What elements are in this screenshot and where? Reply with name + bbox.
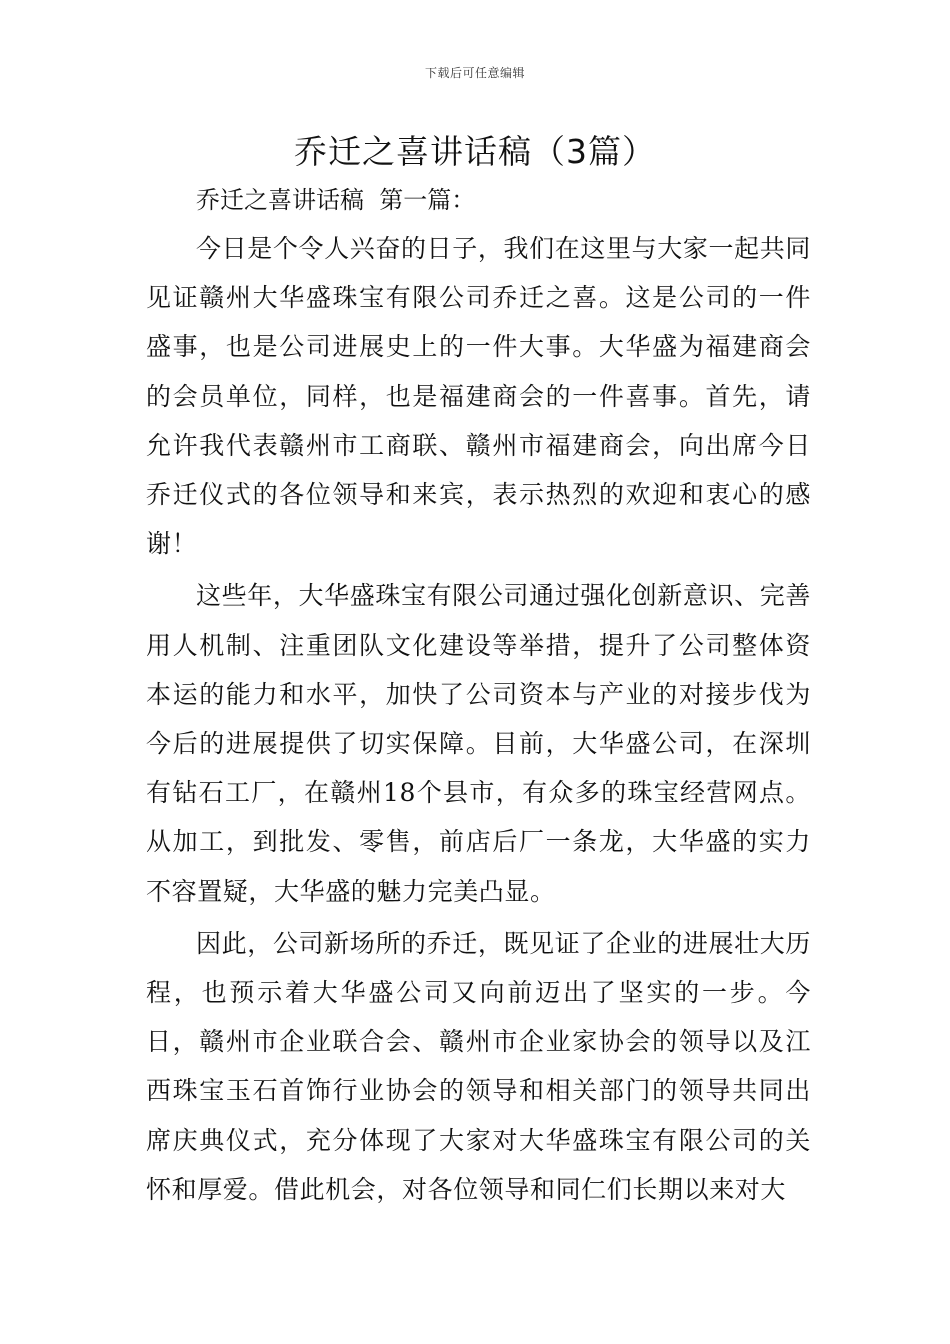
paragraph: 这些年，大华盛珠宝有限公司通过强化创新意识、完善用人机制、注重团队文化建设等举措，提升了公司整体资本运的能力和水平，加快了公司资本与产业的对接步伐为今后的进展提供了切实保障。目前，大华盛公司，在深圳有钻石工厂，在赣州18个县市，有众多的珠宝经营网点。从加工，到批发、零售，前店后厂一条龙，大华盛的实力不容置疑，大华盛的魅力完美凸显。 — [146, 581, 811, 906]
document-body — [146, 224, 811, 1214]
header-note: 下载后可任意编辑 — [424, 66, 525, 80]
paragraph: 今日是个令人兴奋的日子，我们在这里与大家一起共同见证赣州大华盛珠宝有限公司乔迁之喜。这是公司的一件盛事，也是公司进展史上的一件大事。大华盛为福建商会的会员单位，同样，也是福建商会的一件喜事。首先，请允许我代表赣州市工商联、赣州市福建商会，向出席今日乔迁仪式的各位领导和来宾，表示热烈的欢迎和衷心的感谢！ — [146, 234, 811, 559]
document-title: 乔迁之喜讲话稿（3篇） — [294, 132, 656, 171]
paragraph: 因此，公司新场所的乔迁，既见证了企业的进展壮大历程，也预示着大华盛公司又向前迈出了坚实的一步。今日，赣州市企业联合会、赣州市企业家协会的领导以及江西珠宝玉石首饰行业协会的领导和相关部门的领导共同出席庆典仪式，充分体现了大家对大华盛珠宝有限公司的关怀和厚爱。借此机会，对各位领导和同仁们长期以来对大 — [146, 928, 811, 1204]
section-heading: 乔迁之喜讲话稿 第一篇： — [196, 186, 476, 214]
